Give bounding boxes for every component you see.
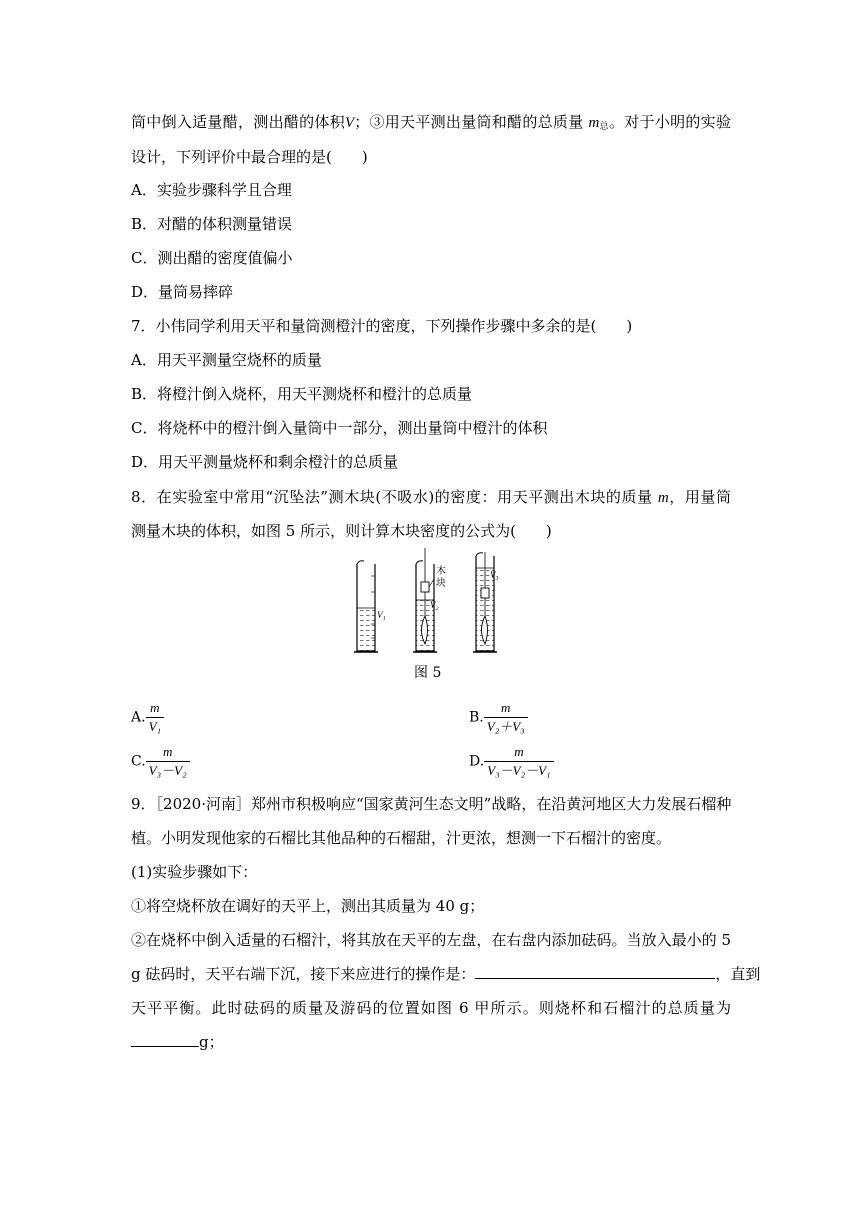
cylinder-2 <box>413 548 446 652</box>
option-d: D．量筒易摔碎 <box>131 283 234 301</box>
question-9: 9．［2020·河南］郑州市积极响应“国家黄河生态文明”战略，在沿黄河地区大力发展石榴种 <box>131 795 732 813</box>
option-c: C．将烧杯中的橙汁倒入量筒中一部分，测出量筒中橙汁的体积 <box>131 419 548 437</box>
question-9-cont: 植。小明发现他家的石榴比其他品种的石榴甜，汁更浓，想测一下石榴汁的密度。 <box>131 829 672 847</box>
cylinders-diagram <box>354 548 504 658</box>
figure-caption: 图 5 <box>414 665 442 681</box>
question-8: 8．在实验室中常用“沉坠法”测木块(不吸水)的密度：用天平测出木块的质量 m，用量筒 <box>131 488 731 506</box>
text-line: 筒中倒入适量醋，测出醋的体积V；③用天平测出量筒和醋的总质量 $m_总$。对于小明的实验 <box>131 113 731 132</box>
answer-blank[interactable] <box>131 1032 199 1047</box>
cylinder-3 <box>473 552 499 652</box>
step-2: ②在烧杯中倒入适量的石榴汁，将其放在天平的左盘，在右盘内添加砝码。当放入最小的 5 <box>131 931 731 949</box>
fraction: $\frac{m}{\text{V₁}}$ <box>146 700 164 735</box>
fraction: $\frac{m}{\text{V₃－V₂}}$ <box>146 744 190 779</box>
step-1: ①将空烧杯放在调好的天平上，测出其质量为 40 g； <box>131 897 485 915</box>
option-a: A．实验步骤科学且合理 <box>131 181 292 199</box>
option-b: B．将橙汁倒入烧杯，用天平测烧杯和橙汁的总质量 <box>131 385 473 403</box>
option-c-formula: C. $\frac{m}{\text{V₃－V₂}}$ <box>131 744 190 779</box>
option-d-formula: D. $\frac{m}{\text{V₃－V₂－V₁}}$ <box>469 744 554 779</box>
label-block: 木 <box>436 566 446 577</box>
fraction: $\frac{m}{\text{V₂＋V₃}}$ <box>484 700 528 735</box>
cylinder-1 <box>354 561 386 652</box>
label-v2: V₂ <box>430 600 439 610</box>
step-2-answer: g； <box>131 1032 731 1052</box>
option-c: C．测出醋的密度值偏小 <box>131 249 293 267</box>
step-2-cont: g 砝码时，天平右端下沉，接下来应进行的操作是： ，直到 <box>131 965 761 983</box>
answer-blank[interactable] <box>475 964 715 979</box>
option-b-formula: B. $\frac{m}{\text{V₂＋V₃}}$ <box>469 700 528 735</box>
label-v3: V₃ <box>490 570 499 580</box>
question-7: 7．小伟同学利用天平和量筒测橙汁的密度，下列操作步骤中多余的是( ) <box>131 317 633 335</box>
label-block-2: 块 <box>436 578 446 589</box>
option-a: A．用天平测量空烧杯的质量 <box>131 351 322 369</box>
label-v1: V₁ <box>377 610 386 620</box>
text-line: 设计，下列评价中最合理的是( ) <box>131 148 368 166</box>
fraction: $\frac{m}{\text{V₃－V₂－V₁}}$ <box>484 744 553 779</box>
option-b: B．对醋的体积测量错误 <box>131 215 293 233</box>
figure-5-cylinders <box>354 548 504 658</box>
sub-question-1: (1)实验步骤如下： <box>131 863 258 881</box>
question-8-cont: 测量木块的体积，如图 5 所示，则计算木块密度的公式为( ) <box>131 522 552 540</box>
option-d: D．用天平测量烧杯和剩余橙汁的总质量 <box>131 453 399 471</box>
option-a-formula: A. $\frac{m}{\text{V₁}}$ <box>131 700 164 735</box>
step-2-cont: 天平平衡。此时砝码的质量及游码的位置如图 6 甲所示。则烧杯和石榴汁的总质量为 <box>131 999 731 1017</box>
